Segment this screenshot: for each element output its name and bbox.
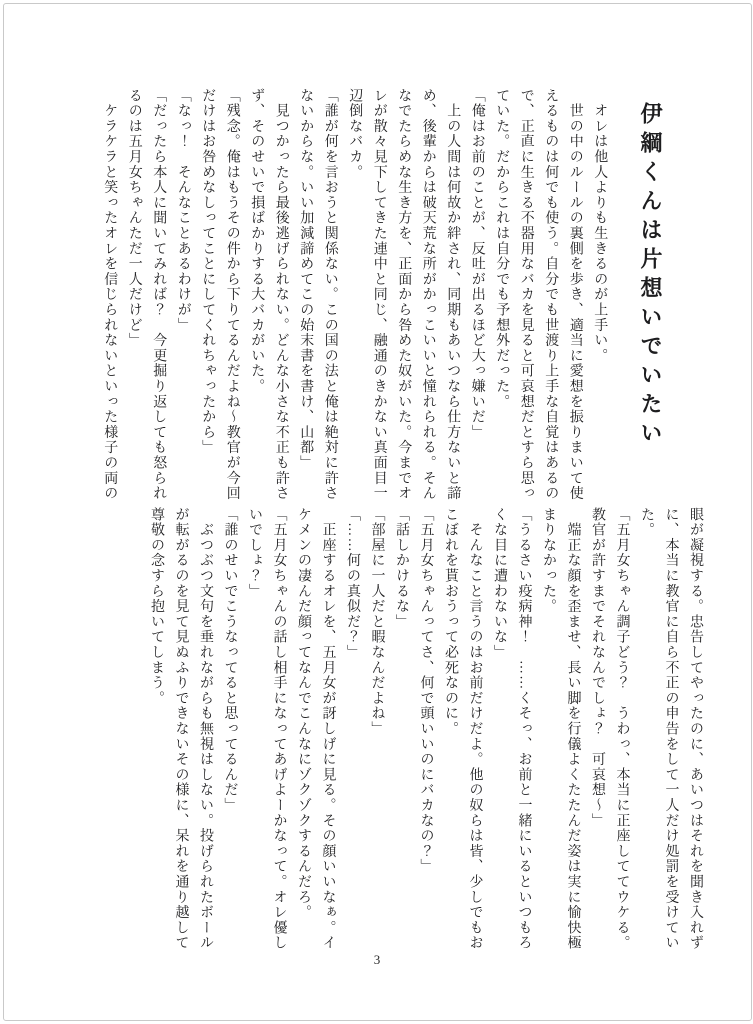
paragraph: 「なっ！ そんなことあるわけが」 xyxy=(175,88,191,333)
document-page xyxy=(3,3,752,1021)
upper-text-block xyxy=(68,88,671,508)
paragraph: 世の中のルールの裏側を歩き、適当に愛想を振りまいて使えるものは何でも使う。自分でも世渡り上手な自覚はあるので、正直に生きる不器用なバカを見ると可哀想だとすら思っていた。だからこれは自分でも予想外だった。 xyxy=(494,88,583,502)
paragraph: ぶつぶつ文句を垂れながらも無視はしない。投げられたボールが転がるのを見て見ぬふりできないその様に、呆れを通り越して尊敬の念すら抱いてしまう。 xyxy=(149,507,213,951)
paragraph: 「誰のせいでこうなってると思ってるんだ」 xyxy=(222,507,238,813)
paragraph: 「だったら本人に聞いてみれば？ 今更掘り返しても怒られるのは五月女ちゃんただ一人だけど」 xyxy=(126,88,167,502)
paragraph: 端正な顔を歪ませ、長い脚を行儀よくたたんだ姿は実に愉快極まりなかった。 xyxy=(541,507,581,951)
paragraph: そんなこと言うのはお前だけだよ。他の奴らは皆、少しでもおこぼれを貰おうって必死なのに。 xyxy=(443,507,483,951)
paragraph: 「うるさい疫病神！ ……くそっ、お前と一緒にいるといつもろくな目に遭わないな」 xyxy=(492,507,532,951)
paragraph: 眼が凝視する。忠告してやったのに、あいつはそれを聞き入れずに、本当に教官に自ら不正の申告をして一人だけ処罰を受けていた。 xyxy=(639,507,703,951)
lower-text-block xyxy=(68,507,707,959)
paragraph: 「残念。俺はもうその件から下りてるんだよね〜教官が今回だけはお咎めなしってことにしてくれちゃったから」 xyxy=(200,88,240,502)
page-number: 3 xyxy=(373,952,382,967)
paragraph: 「部屋に一人だと暇なんだよね」 xyxy=(369,507,385,737)
paragraph: 見つかったら最後逃げられない。どんな小さな不正も許さず、そのせいで損ばかりする大バカがいた。 xyxy=(249,88,289,502)
paragraph: 「俺はお前のことが、反吐が出るほど大っ嫌いだ」 xyxy=(469,88,485,440)
paragraph: 上の人間は何故か絆され、同期もあいつなら仕方ないと諦め、後輩からは破天荒な所がかっこいいと憧れられる。そんなでたらめな生き方を、正面から咎めた奴がいた。今までオレが散々見下してきた連中と同じ、融通のきかない真面目一辺倒なバカ。 xyxy=(347,88,461,502)
paragraph: 「五月女ちゃん調子どう？ うわっ、本当に正座しててウケる。教官が許すまでそれなんでしょ？ 可哀想〜」 xyxy=(590,507,630,951)
paragraph: オレは他人よりも生きるのが上手い。 xyxy=(592,88,608,364)
paragraph: 「話しかけるな」 xyxy=(394,507,409,630)
paragraph: 「誰が何を言おうと関係ない。この国の法と俺は絶対に許さないからな。いい加減諦めてこの始末書を書け、山都」 xyxy=(298,88,338,502)
paragraph: 正座するオレを、五月女が訝しげに見る。その顔いいなぁ。イケメンの凄んだ顔ってなんでこんなにゾクゾクするんだろ。 xyxy=(296,507,336,951)
paragraph: 「五月女ちゃんってさ、何で頭いいのにバカなの？」 xyxy=(418,507,434,875)
paragraph: 「……何の真似だ？」 xyxy=(345,507,360,660)
paragraph: ケラケラと笑ったオレを信じられないといった様子の両の xyxy=(102,88,118,502)
paragraph: 「五月女ちゃんの話し相手になってあげよーかなって。オレ優しいでしょ？」 xyxy=(247,507,287,951)
page-title: 伊綱くんは片想いでいたい xyxy=(638,102,663,450)
